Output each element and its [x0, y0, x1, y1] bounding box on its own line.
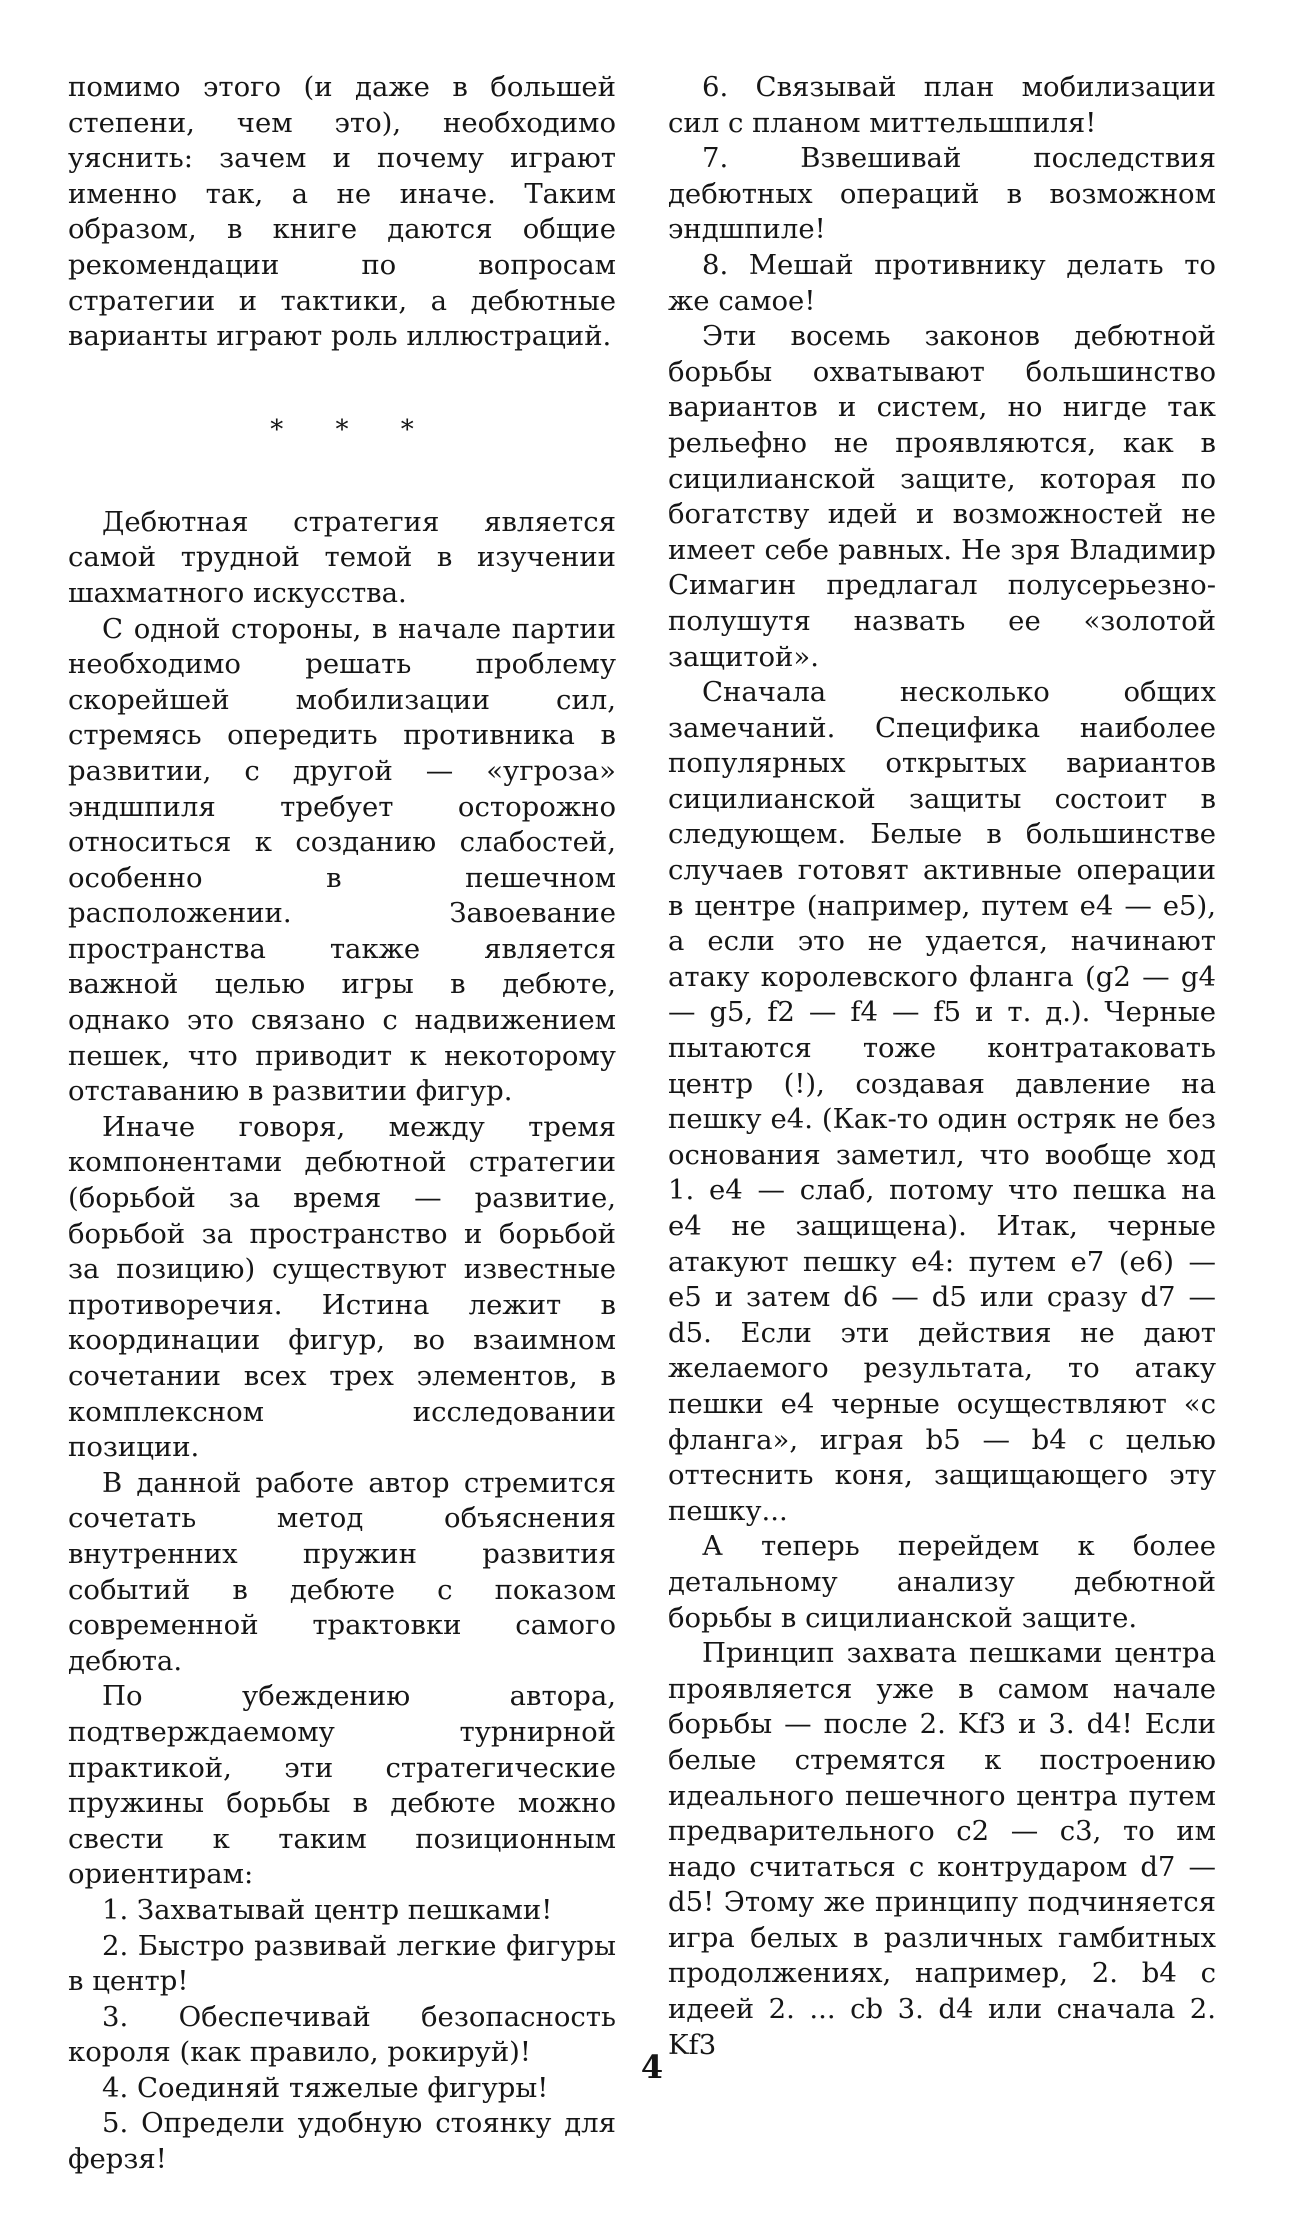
paragraph-center-capture: Принцип захвата пешками центра проявляется уже в самом начале борьбы — после 2. Kf3 и 3. d4! Если белые стремятся к построению идеального пешечного центра путем предварительного c2 — c3, то им надо считаться с контрударом d7 — d5! Этому же принципу подчиняется игра белых в различных гамбитных продолжениях, например, 2. b4 с идеей 2. ... cb 3. d4 или сначала 2. Kf3	[668, 1637, 1216, 2061]
right-column	[668, 70, 1216, 2063]
paragraph-opening-strategy: Дебютная стратегия является самой трудной темой в изучении шахматного искусства.	[68, 505, 616, 609]
rule-item: 3. Обеспечивай безопасность короля (как правило, рокируй)!	[68, 2000, 616, 2069]
rule-item: 4. Соединяй тяжелые фигуры!	[102, 2071, 549, 2104]
rule-item: 5. Определи удобную стоянку для ферзя!	[68, 2107, 616, 2176]
page-number: 4	[640, 2048, 664, 2086]
paragraph-contradictions: Иначе говоря, между тремя компонентами дебютной стратегии (борьбой за время — развитие, борьбой за пространство и борьбой за позицию) существуют известные противоречия. Истина лежит в координации фигур, во взаимном сочетании всех трех элементов, в комплексном исследовании позиции.	[68, 1110, 616, 1464]
left-column	[68, 70, 616, 2178]
paragraph-mobilization: С одной стороны, в начале партии необходимо решать проблему скорейшей мобилизации сил, стремясь опередить противника в развитии, с другой — «угроза» эндшпиля требует осторожно относиться к созданию слабостей, особенно в пешечном расположении. Завоевание пространства также является важной целью игры в дебюте, однако это связано с надвижением пешек, что приводит к некоторому отставанию в развитии фигур.	[68, 612, 616, 1108]
section-separator: * * *	[270, 414, 436, 445]
paragraph-general-remarks: Сначала несколько общих замечаний. Специфика наиболее популярных открытых вариантов сицилианской защиты состоит в следующем. Белые в большинстве случаев готовят активные операции в центре (например, путем e4 — e5), а если это не удается, начинают атаку королевского фланга (g2 — g4 — g5, f2 — f4 — f5 и т. д.). Черные пытаются тоже контратаковать центр (!), создавая давление на пешку e4. (Как-то один остряк не без основания заметил, что вообще ход 1. e4 — слаб, потому что пешка на e4 не защищена). Итак, черные атакуют пешку e4: путем e7 (e6) — e5 и затем d6 — d5 или сразу d7 — d5. Если эти действия не дают желаемого результата, то атаку пешки e4 черные осуществляют «с фланга», играя b5 — b4 с целью оттеснить коня, защищающего эту пешку...	[668, 676, 1216, 1527]
paragraph-guidelines: По убеждению автора, подтверждаемому турнирной практикой, эти стратегические пружины борьбы в дебюте можно свести к таким позиционным ориентирам:	[68, 1680, 616, 1891]
rule-item: 7. Взвешивай последствия дебютных операций в возможном эндшпиле!	[668, 142, 1216, 246]
intro-paragraph: помимо этого (и даже в большей степени, чем это), необходимо уяснить: зачем и почему играют именно так, а не иначе. Таким образом, в книге даются общие рекомендации по вопросам стратегии и тактики, а дебютные варианты играют роль иллюстраций.	[68, 71, 616, 353]
rule-item: 8. Мешай противнику делать то же самое!	[668, 248, 1216, 317]
rule-item: 6. Связывай план мобилизации сил с планом миттельшпиля!	[668, 71, 1216, 139]
paragraph-method: В данной работе автор стремится сочетать метод объяснения внутренних пружин развития событий в дебюте с показом современной трактовки самого дебюта.	[68, 1466, 616, 1677]
rule-item: 2. Быстро развивай легкие фигуры в центр!	[68, 1929, 616, 1998]
rule-item: 1. Захватывай центр пешками!	[102, 1893, 553, 1926]
paragraph-detailed-analysis: А теперь перейдем к более детальному анализу дебютной борьбы в сицилианской защите.	[668, 1530, 1216, 1634]
paragraph-eight-laws: Эти восемь законов дебютной борьбы охватывают большинство вариантов и систем, но нигде так рельефно не проявляются, как в сицилианской защите, которая по богатству идей и возможностей не имеет себе равных. Не зря Владимир Симагин предлагал полусерьезно-полушутя назвать ее «золотой защитой».	[668, 320, 1216, 673]
